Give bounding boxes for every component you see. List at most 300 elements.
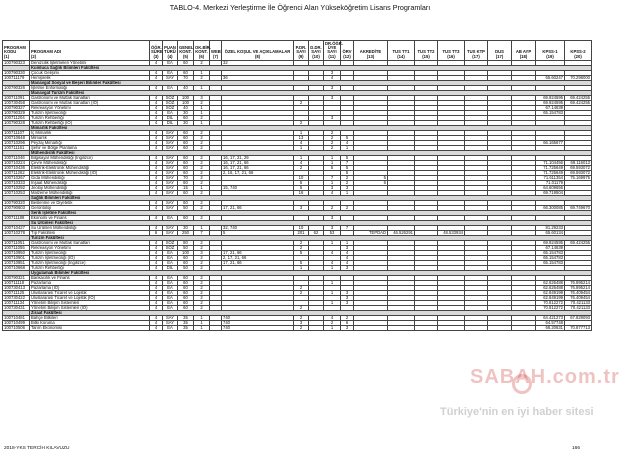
table-cell: 69.924595: [536, 100, 565, 105]
table-cell: 100790328: [3, 120, 30, 125]
table-cell: 100790330: [3, 70, 30, 75]
table-cell: 4: [150, 300, 163, 305]
table-cell: Yönetim Bilişim Sistemleri (İÖ): [30, 305, 150, 310]
table-cell: 69.924595: [536, 95, 565, 100]
table-cell: 67.14639: [536, 105, 565, 110]
column-header: [30, 41, 150, 61]
table-cell: 2: [194, 280, 210, 285]
table-cell: 4: [150, 100, 163, 105]
table-cell: 30: [178, 225, 194, 230]
table-cell: SAY: [163, 180, 178, 185]
page-number: 166: [572, 446, 581, 451]
table-cell: 2: [194, 100, 210, 105]
table-cell: EA: [163, 255, 178, 260]
table-cell: 17, 21, 66: [222, 205, 294, 210]
table-cell: 100711204: [3, 115, 30, 120]
table-cell: Hemşirelik: [30, 75, 150, 80]
table-cell: 4: [150, 155, 163, 160]
table-cell: 69.424255: [565, 100, 592, 105]
table-cell: SAY: [163, 165, 178, 170]
table-cell: 60: [178, 280, 194, 285]
table-cell: 70: [178, 175, 194, 180]
table-cell: 35: [178, 320, 194, 325]
table-cell: 71.725649: [536, 165, 565, 170]
table-cell: 3: [324, 85, 341, 90]
table-cell: 4: [150, 325, 163, 330]
table-cell: [512, 325, 536, 330]
table-cell: 2: [194, 285, 210, 290]
table-cell: 4: [150, 60, 163, 65]
table-cell: 100711125: [3, 290, 30, 295]
table-cell: 1: [194, 320, 210, 325]
table-cell: [438, 325, 465, 330]
table-cell: 69.749670: [565, 205, 592, 210]
column-header-label: PROGRAM ADI: [31, 49, 62, 55]
table-cell: 2: [194, 60, 210, 65]
table-cell: EA: [163, 295, 178, 300]
table-cell: 4: [150, 200, 163, 205]
table-cell: 60: [178, 155, 194, 160]
table-cell: 2: [294, 325, 309, 330]
table-cell: 5: [341, 135, 354, 140]
table-cell: Gerontoloji: [30, 205, 150, 210]
table-cell: 4: [341, 140, 354, 145]
watermark-logo: SABAH.com.tr: [470, 366, 620, 388]
table-cell: 5: [294, 185, 309, 190]
table-cell: 46.526291: [388, 230, 415, 235]
table-cell: 1: [194, 110, 210, 115]
table-cell: 71.01179: [536, 180, 565, 185]
table-cell: Gastronomi ve Mutfak Sanatları: [30, 240, 150, 245]
table-cell: 100710333: [3, 180, 30, 185]
table-cell: [488, 325, 512, 330]
table-cell: 75.169975: [565, 175, 592, 180]
table-cell: 4: [150, 165, 163, 170]
table-cell: 30: [178, 110, 194, 115]
table-cell: 100790329: [3, 110, 30, 115]
table-cell: EA: [163, 290, 178, 295]
table-cell: 4: [150, 255, 163, 260]
table-cell: 2: [194, 75, 210, 80]
table-cell: 76.895214: [565, 280, 592, 285]
table-cell: 2: [194, 160, 210, 165]
table-cell: Elektrik-Elektronik Mühendisliği (İÖ): [30, 170, 150, 175]
table-cell: 30: [178, 120, 194, 125]
column-header: [194, 41, 210, 61]
table-cell: 4: [150, 245, 163, 250]
table-cell: İç Mimarlık: [30, 130, 150, 135]
table-cell: 1: [194, 70, 210, 75]
table-cell: 100711161: [3, 145, 30, 150]
column-header-number: (12): [343, 53, 351, 59]
column-header-label: DUS: [495, 49, 504, 55]
table-cell: 2: [324, 205, 341, 210]
table-cell: Pazarlama: [30, 280, 150, 285]
table-cell: 70.421133: [565, 305, 592, 310]
column-header-label: ÖĞR. SÜRE: [151, 45, 163, 55]
table-cell: 100: [178, 250, 194, 255]
table-cell: SAY: [163, 130, 178, 135]
table-cell: 2: [194, 305, 210, 310]
table-cell: 1: [324, 265, 341, 270]
table-cell: [415, 325, 438, 330]
table-cell: [354, 325, 388, 330]
table-cell: 4: [341, 250, 354, 255]
table-cell: 2: [194, 145, 210, 150]
table-cell: Turizm Rehberliği: [30, 265, 150, 270]
table-cell: 2: [341, 180, 354, 185]
table-cell: 4: [150, 85, 163, 90]
table-cell: 10: [294, 225, 309, 230]
column-header-label: TUS TT1: [392, 49, 410, 55]
column-header-label: TUS KTP: [467, 49, 485, 55]
column-header-label: AB AYP: [515, 49, 532, 55]
table-cell: 3: [324, 215, 341, 220]
column-header-label: KPSS-1: [542, 49, 558, 55]
faculty-name: Su Ürünleri Fakültesi: [30, 220, 592, 225]
table-cell: 10: [294, 175, 309, 180]
column-header-number: (17): [472, 53, 480, 59]
column-header-label: P.DR. SAYI: [295, 45, 307, 55]
table-cell: 100711188: [3, 215, 30, 220]
column-header: [512, 41, 536, 61]
faculty-name: Uygulamalı Bilimler Fakültesi: [30, 270, 592, 275]
table-cell: 48.533934: [438, 230, 465, 235]
table-cell: 4: [150, 115, 163, 120]
column-header: [222, 41, 294, 61]
column-header: [210, 41, 222, 61]
table-cell: 100710481: [3, 315, 30, 320]
table-cell: 35: [178, 325, 194, 330]
table-cell: 53: [324, 230, 341, 235]
table-cell: 1: [294, 265, 309, 270]
table-cell: 4: [150, 315, 163, 320]
table-cell: 71.611354: [536, 175, 565, 180]
table-cell: SAY: [163, 155, 178, 160]
table-cell: SAY: [163, 175, 178, 180]
table-cell: 62.626488: [536, 280, 565, 285]
table-cell: 71.725649: [536, 170, 565, 175]
table-cell: 60: [178, 190, 194, 195]
table-cell: EA: [163, 110, 178, 115]
table-cell: Turizm İşletmeciliği: [30, 250, 150, 255]
table-cell: 69.593072: [565, 170, 592, 175]
table-cell: 32: [222, 60, 294, 65]
column-header: [324, 41, 341, 61]
table-cell: 5: [341, 170, 354, 175]
table-cell: Gastronomi ve Mutfak Sanatları (İÖ): [30, 100, 150, 105]
table-cell: 4: [150, 190, 163, 195]
table-cell: EA: [163, 260, 178, 265]
column-header-number: (2): [31, 53, 37, 59]
table-cell: 4: [150, 295, 163, 300]
faculty-name: Manavgat Turizm Fakültesi: [30, 90, 592, 95]
table-cell: 1: [324, 280, 341, 285]
table-cell: Rekreasyon Yönetimi: [30, 105, 150, 110]
table-cell: SAY: [163, 315, 178, 320]
table-cell: 62.626488: [536, 285, 565, 290]
faculty-name: Ziraat Fakültesi: [30, 310, 592, 315]
table-cell: 100711118: [3, 280, 30, 285]
table-cell: 4: [294, 160, 309, 165]
table-cell: 80: [178, 240, 194, 245]
table-cell: Çocuk Gelişimi: [30, 70, 150, 75]
table-cell: 17, 21, 66: [222, 260, 294, 265]
table-cell: 740: [222, 320, 294, 325]
table-cell: 100730431: [3, 305, 30, 310]
column-header-number: (13): [366, 53, 375, 59]
table-cell: 4: [150, 175, 163, 180]
table-cell: 2: [324, 130, 341, 135]
table-cell: 2: [194, 300, 210, 305]
table-cell: Rekreasyon Yönetimi: [30, 245, 150, 250]
table-cell: 3: [294, 320, 309, 325]
table-cell: 13: [294, 135, 309, 140]
table-cell: 2, 16, 17, 21, 66: [222, 170, 294, 175]
table-cell: 4: [150, 250, 163, 255]
table-cell: SAY: [163, 135, 178, 140]
table-cell: 100710648: [3, 135, 30, 140]
table-cell: 4: [324, 75, 341, 80]
table-cell: 70.877713: [565, 325, 592, 330]
table-cell: Turizm Rehberliği: [30, 115, 150, 120]
table-cell: SAY: [163, 160, 178, 165]
table-cell: 60: [178, 70, 194, 75]
table-cell: 2: [194, 140, 210, 145]
table-cell: Ekonomi ve Finans: [30, 215, 150, 220]
table-cell: 100790323: [3, 60, 30, 65]
table-cell: 2: [294, 100, 309, 105]
table-cell: 2: [341, 175, 354, 180]
column-header: [150, 41, 163, 61]
column-header-label: OK.BİR. KONT.: [195, 45, 211, 55]
column-header-number: (8): [254, 53, 261, 59]
table-cell: SAY: [163, 145, 178, 150]
column-header-number: (4): [167, 53, 173, 59]
table-cell: 3: [324, 225, 341, 230]
table-cell: EA: [163, 250, 178, 255]
table-cell: 1: [324, 180, 341, 185]
faculty-name: Kumluca Sağlık Bilimleri Fakültesi: [30, 65, 592, 70]
table-cell: 1: [324, 300, 341, 305]
programs-table: [2, 40, 592, 331]
table-cell: 2, 17, 21, 66: [222, 255, 294, 260]
table-cell: 2: [294, 285, 309, 290]
table-cell: 1: [324, 160, 341, 165]
table-cell: 2: [324, 145, 341, 150]
table-cell: 1: [294, 155, 309, 160]
table-cell: 100710901: [3, 255, 30, 260]
table-cell: 64.421273: [536, 315, 565, 320]
table-cell: 32, 740: [222, 225, 294, 230]
faculty-name: Mimarlık Fakültesi: [30, 125, 592, 130]
table-cell: 3: [341, 325, 354, 330]
table-cell: 62.849199: [536, 295, 565, 300]
table-cell: 100710506: [3, 325, 30, 330]
table-cell: 100730413: [3, 285, 30, 290]
table-cell: 65.154783: [536, 250, 565, 255]
table-cell: 15, 740: [222, 185, 294, 190]
table-cell: 1: [324, 240, 341, 245]
table-cell: 2: [194, 165, 210, 170]
table-cell: Tıp Fakültesi: [30, 230, 150, 235]
table-cell: 2: [294, 290, 309, 295]
column-header-label: DR.ÖĞR. ÜYE SAYI: [325, 41, 343, 55]
table-cell: 100730422: [3, 295, 30, 300]
table-cell: 3: [341, 290, 354, 295]
table-cell: 250: [178, 230, 194, 235]
table-cell: 100: [178, 95, 194, 100]
table-cell: 62: [309, 230, 324, 235]
table-cell: 2: [194, 155, 210, 160]
table-cell: DİL: [163, 265, 178, 270]
table-cell: Bahçe Bitkileri: [30, 315, 150, 320]
table-cell: 1: [194, 85, 210, 90]
table-cell: 4: [324, 250, 341, 255]
footer-guide-title: 2018-YKS TERCİH KILAVUZU: [4, 446, 70, 451]
table-cell: 6: [341, 320, 354, 325]
column-header-number: (5): [182, 53, 189, 59]
table-cell: Turizm İşletmeciliği (İngilizce): [30, 260, 150, 265]
column-header-number: (1): [4, 53, 10, 59]
faculty-name: Serik İşletme Fakültesi: [30, 210, 592, 215]
faculty-name: Mühendislik Fakültesi: [30, 150, 592, 155]
table-cell: Turizm İşletmeciliği (İÖ): [30, 255, 150, 260]
table-cell: İşletme Enformatiği: [30, 85, 150, 90]
table-cell: Uluslararası Ticaret ve Lojistik: [30, 290, 150, 295]
table-cell: 65.154783: [536, 110, 565, 115]
table-cell: EA: [163, 60, 178, 65]
table-cell: 1: [341, 190, 354, 195]
table-body: [3, 60, 592, 330]
table-cell: Elektrik-Elektronik Mühendisliği: [30, 165, 150, 170]
table-cell: 4: [324, 315, 341, 320]
table-cell: 1: [324, 290, 341, 295]
table-cell: 60: [178, 260, 194, 265]
table-cell: EA: [163, 305, 178, 310]
table-cell: 3: [324, 95, 341, 100]
table-cell: 1: [194, 185, 210, 190]
table-cell: Gastronomi ve Mutfak Sanatları: [30, 95, 150, 100]
table-cell: 2: [341, 205, 354, 210]
column-header-label: PUAN TÜRÜ: [164, 45, 176, 55]
table-cell: 60: [178, 200, 194, 205]
table-cell: SÖZ: [163, 245, 178, 250]
table-cell: 5: [324, 165, 341, 170]
table-cell: 100790321: [3, 275, 30, 280]
table-cell: Tarım Ekonomisi: [30, 325, 150, 330]
table-cell: 60: [178, 300, 194, 305]
table-cell: SAY: [163, 75, 178, 80]
column-header-label: ÖRV: [342, 49, 352, 55]
table-cell: Mimarlık: [30, 135, 150, 140]
table-cell: 2: [194, 245, 210, 250]
table-cell: 2: [294, 165, 309, 170]
table-cell: 2: [194, 170, 210, 175]
table-cell: 1: [294, 145, 309, 150]
table-cell: Turizm Rehberliği (İÖ): [30, 120, 150, 125]
table-cell: 100790320: [3, 200, 30, 205]
table-cell: 100710267: [3, 175, 30, 180]
table-cell: 64.57748: [536, 320, 565, 325]
table-cell: 2: [294, 120, 309, 125]
column-header-number: (11): [328, 53, 336, 59]
table-cell: 3: [194, 250, 210, 255]
table-cell: 5: [354, 175, 388, 180]
table-cell: 76.409454: [565, 295, 592, 300]
table-cell: 3: [341, 300, 354, 305]
table-cell: 1: [324, 325, 341, 330]
watermark-tagline: Türkiye'nin en iyi haber sitesi: [440, 406, 594, 418]
table-cell: 4: [150, 120, 163, 125]
table-cell: 76.409454: [565, 290, 592, 295]
table-cell: 100711262: [3, 170, 30, 175]
table-cell: 2: [194, 290, 210, 295]
table-cell: Malzeme Mühendisliği: [30, 190, 150, 195]
table-cell: 2: [294, 315, 309, 320]
table-cell: 100710668: [3, 265, 30, 270]
table-cell: EA: [163, 325, 178, 330]
table-cell: 35: [178, 315, 194, 320]
table-cell: SAY: [163, 200, 178, 205]
table-cell: Yönetim Bilişim Sistemleri: [30, 300, 150, 305]
column-header: [438, 41, 465, 61]
table-cell: 4: [150, 265, 163, 270]
table-cell: Uluslararası Ticaret ve Lojistik (İÖ): [30, 295, 150, 300]
table-cell: 69.424255: [565, 240, 592, 245]
table-cell: 60: [178, 165, 194, 170]
table-cell: 4: [150, 140, 163, 145]
table-cell: 5: [222, 230, 294, 235]
table-cell: 4: [150, 70, 163, 75]
table-cell: 3: [324, 185, 341, 190]
table-cell: 100710950: [3, 250, 30, 255]
table-cell: 100710253: [3, 190, 30, 195]
table-cell: 2: [194, 215, 210, 220]
table-cell: 81.29233: [536, 225, 565, 230]
table-cell: 2: [194, 205, 210, 210]
table-cell: EA: [163, 280, 178, 285]
table-cell: 4: [341, 260, 354, 265]
table-cell: 100710292: [3, 185, 30, 190]
table-cell: 4: [150, 145, 163, 150]
table-cell: 4: [150, 275, 163, 280]
table-cell: SAY: [163, 230, 178, 235]
table-cell: Bitki Koruma: [30, 320, 150, 325]
table-cell: 2: [194, 295, 210, 300]
table-cell: SAY: [163, 140, 178, 145]
table-cell: 65.60134: [536, 230, 565, 235]
column-header-label: GENEL KONT.: [179, 45, 194, 55]
table-cell: 76.895214: [565, 285, 592, 290]
column-header: [3, 41, 30, 61]
table-cell: 3: [341, 245, 354, 250]
table-cell: 4: [150, 290, 163, 295]
table-cell: 60: [178, 305, 194, 310]
table-cell: 2: [324, 320, 341, 325]
table-cell: 2: [194, 275, 210, 280]
column-header-number: (6): [198, 53, 205, 59]
table-cell: 15: [178, 185, 194, 190]
table-cell: 2: [194, 135, 210, 140]
table-cell: Çevre Mühendisliği: [30, 160, 150, 165]
table-cell: 2: [294, 240, 309, 245]
table-cell: 4: [150, 160, 163, 165]
table-cell: [210, 325, 222, 330]
table-cell: [388, 325, 415, 330]
column-header: [465, 41, 488, 61]
column-header: [565, 41, 592, 61]
